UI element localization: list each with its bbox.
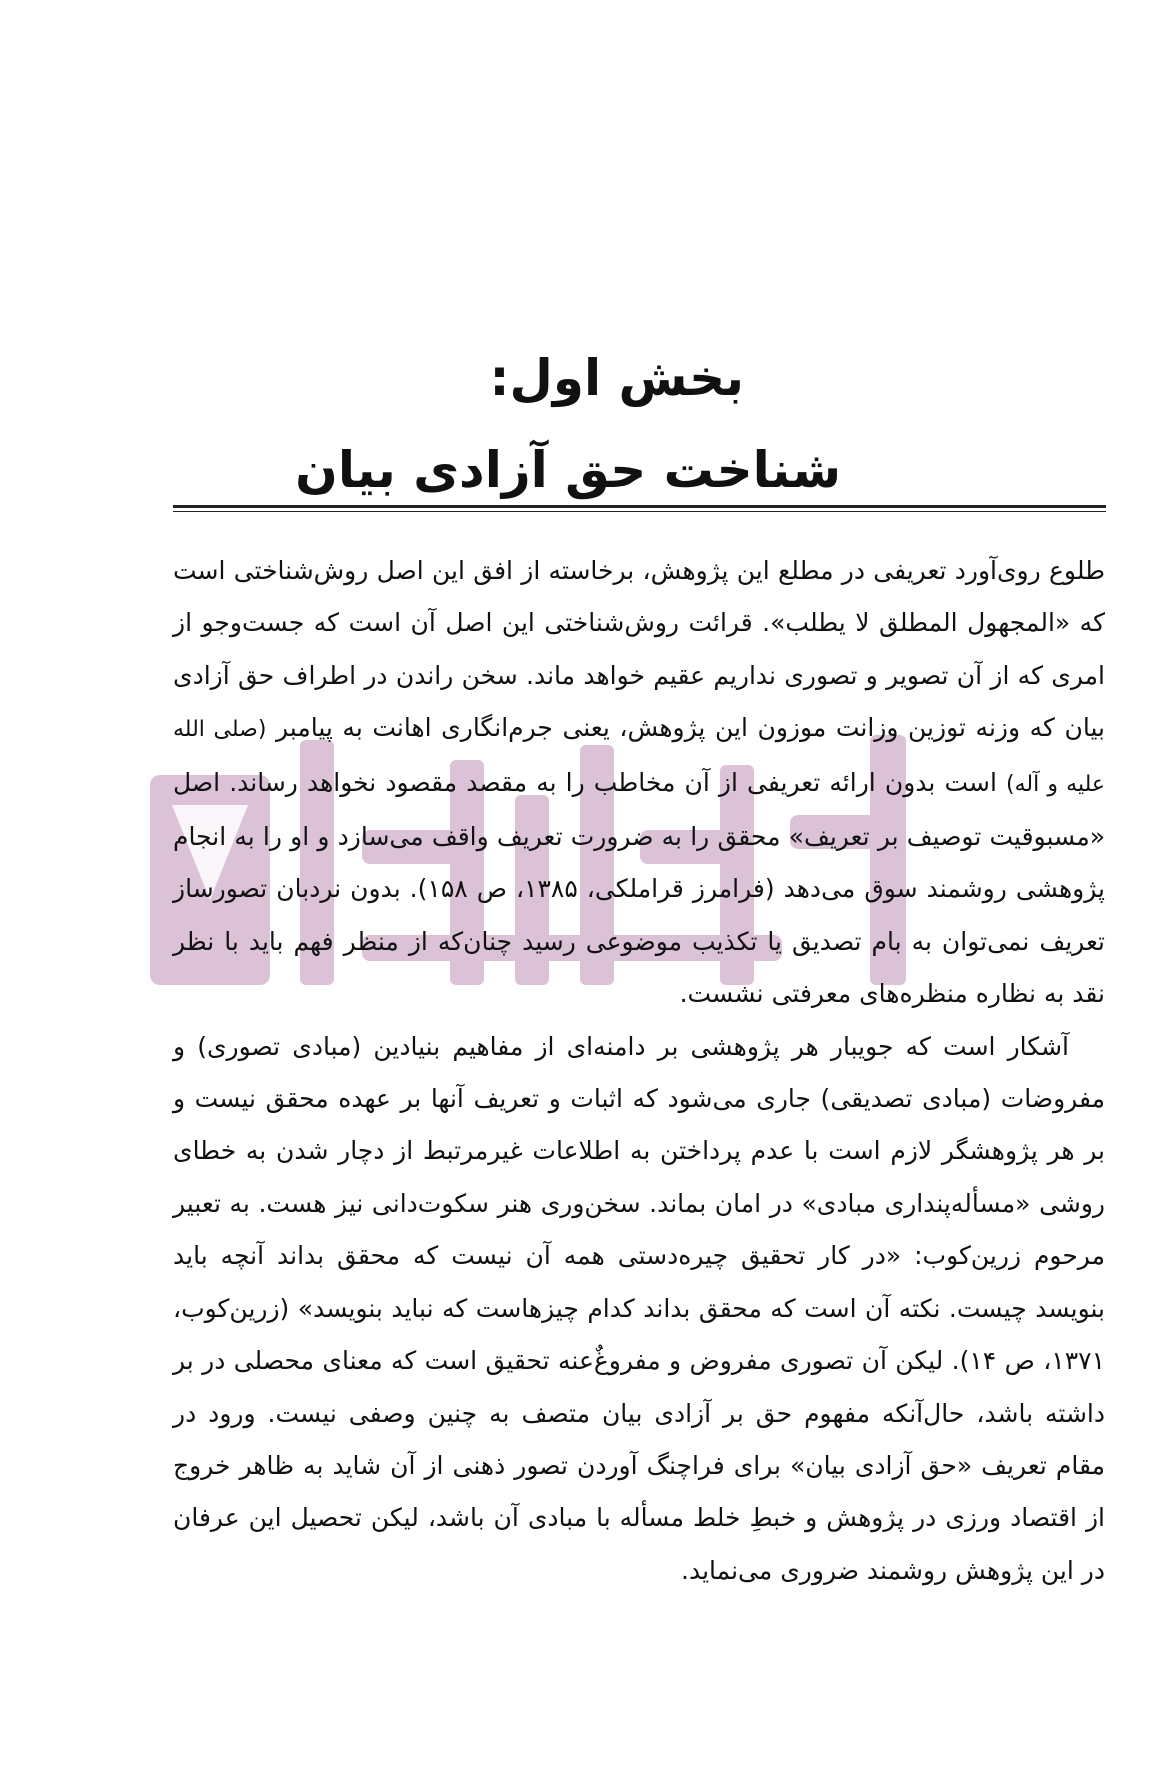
divider-thick-line <box>173 505 1106 508</box>
body-text <box>173 545 1105 1597</box>
paragraph-1 <box>173 545 1105 1021</box>
section-label: بخش اول: <box>489 349 744 407</box>
title-divider <box>173 505 1106 512</box>
paragraph-2: آشکار است که جویبار هر پژوهشی بر دامنه‌ای از مفاهیم بنیادین (مبادی تصوری) و مفروضات (مبادی تصدیقی) جاری می‌شود که اثبات و تعریف آنها بر عهده محقق نیست و بر هر پژوهشگر لازم است با عدم پرداختن به اطلاعات غیرمرتبط از دچار شدن به خطای روشی «مسأله‌پنداری مبادی» در امان بماند. سخن‌وری هنر سکوت‌دانی نیز هست. به تعبیر مرحوم زرین‌کوب: «در کار تحقیق چیره‌دستی همه آن نیست که محقق بداند آنچه باید بنویسد چیست. نکته آن است که محقق بداند کدام چیزهاست که نباید بنویسد» (زرین‌کوب، ۱۳۷۱، ص ۱۴). لیکن آن تصوری مفروض و مفروغٌ‌عنه تحقیق است که معنای محصلی در بر داشته باشد، حال‌آنکه مفهوم حق بر آزادی بیان متصف به چنین وصفی نیست. ورود در مقام تعریف «حق آزادی بیان» برای فراچنگ آوردن تصور ذهنی از آن شاید به ظاهر خروج از اقتصاد ورزی در پژوهش و خبطِ خلط مسأله با مبادی آن باشد، لیکن تحصیل این عرفان در این پژوهش روشمند ضروری می‌نماید. <box>173 1031 1105 1585</box>
honorific: (صلی الله علیه و آله) <box>173 717 1106 797</box>
paragraph-1-part-2: است بدون ارائه تعریفی از آن مخاطب را به مقصد مقصود نخواهد رساند. اصل «مسبوقیت توصیف بر تعریف» محقق را به ضرورت تعریف واقف می‌سازد و او را به انجام پژوهشی روشمند سوق می‌دهد (فرامرز قراملکی، ۱۳۸۵، ص ۱۵۸). بدون نردبان تصورساز تعریف نمی‌توان به بام تصدیق یا تکذیب موضوعی رسید چنان‌که از منظر فهم باید با نظر نقد به نظاره منظره‌های معرفتی نشست. <box>173 767 1105 1009</box>
divider-thin-line <box>173 511 1106 512</box>
paragraph-1-part-1: طلوع روی‌آورد تعریفی در مطلع این پژوهش، برخاسته از افق این اصل روش‌شناختی است که «المجهول المطلق لا یطلب». قرائت روش‌شناختی این اصل آن است که جست‌وجو از امری که از آن تصویر و تصوری نداریم عقیم خواهد ماند. سخن راندن در اطراف حق آزادی بیان که وزنه توزین وزانت موزون این پژوهش، یعنی جرم‌انگاری اهانت به پیامبر <box>173 556 1105 743</box>
section-title: شناخت حق آزادی بیان <box>295 441 841 499</box>
